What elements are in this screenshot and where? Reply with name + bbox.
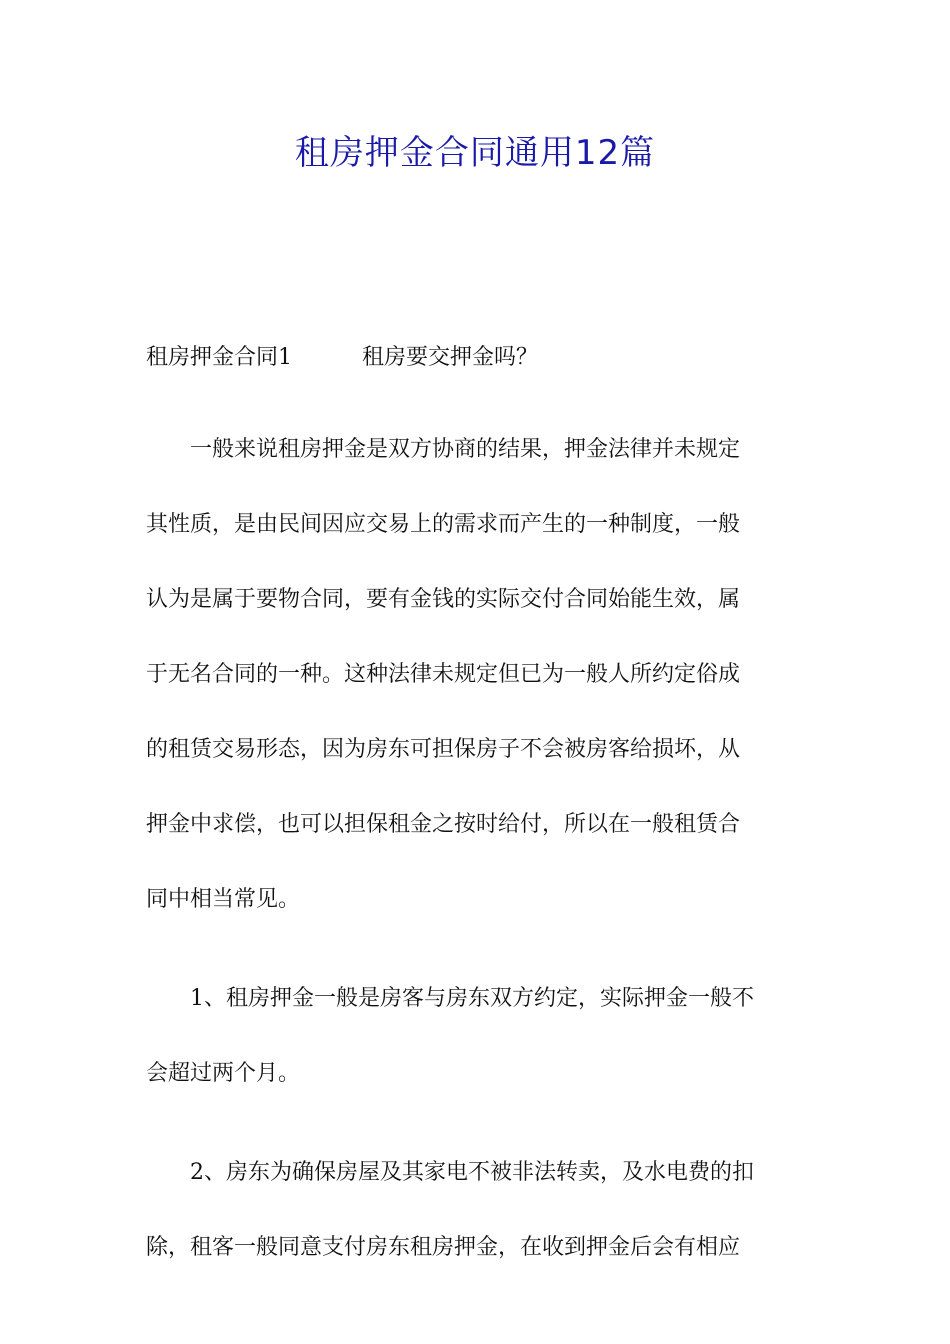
paragraph-line: 会超过两个月。 (146, 1061, 301, 1086)
paragraph-line: 1、租房押金一般是房客与房东双方约定，实际押金一般不 (190, 986, 754, 1011)
document-title: 租房押金合同通用12篇 (294, 133, 656, 173)
paragraph-line: 其性质，是由民间因应交易上的需求而产生的一种制度，一般 (146, 512, 741, 537)
paragraph-2 (146, 961, 806, 1111)
paragraph-line: 的租赁交易形态，因为房东可担保房子不会被房客给损坏，从 (146, 737, 741, 762)
paragraph-line: 于无名合同的一种。这种法律未规定但已为一般人所约定俗成 (146, 662, 741, 687)
paragraph-line: 同中相当常见。 (146, 887, 301, 912)
paragraph-line: 押金中求偿，也可以担保租金之按时给付，所以在一般租赁合 (146, 812, 741, 837)
paragraph-line: 认为是属于要物合同，要有金钱的实际交付合同始能生效，属 (146, 587, 741, 612)
paragraph-3 (146, 1135, 806, 1285)
section-heading (146, 338, 806, 378)
document-body (146, 338, 806, 1309)
paragraph-line: 除，租客一般同意支付房东租房押金，在收到押金后会有相应 (146, 1235, 741, 1260)
paragraph-line: 2、房东为确保房屋及其家电不被非法转卖，及水电费的扣 (190, 1160, 754, 1185)
section-heading-question: 租房要交押金吗？ (362, 345, 539, 370)
paragraph-1 (146, 412, 806, 937)
section-heading-label: 租房押金合同1 (146, 345, 292, 370)
paragraph-line: 一般来说租房押金是双方协商的结果，押金法律并未规定 (190, 437, 741, 462)
